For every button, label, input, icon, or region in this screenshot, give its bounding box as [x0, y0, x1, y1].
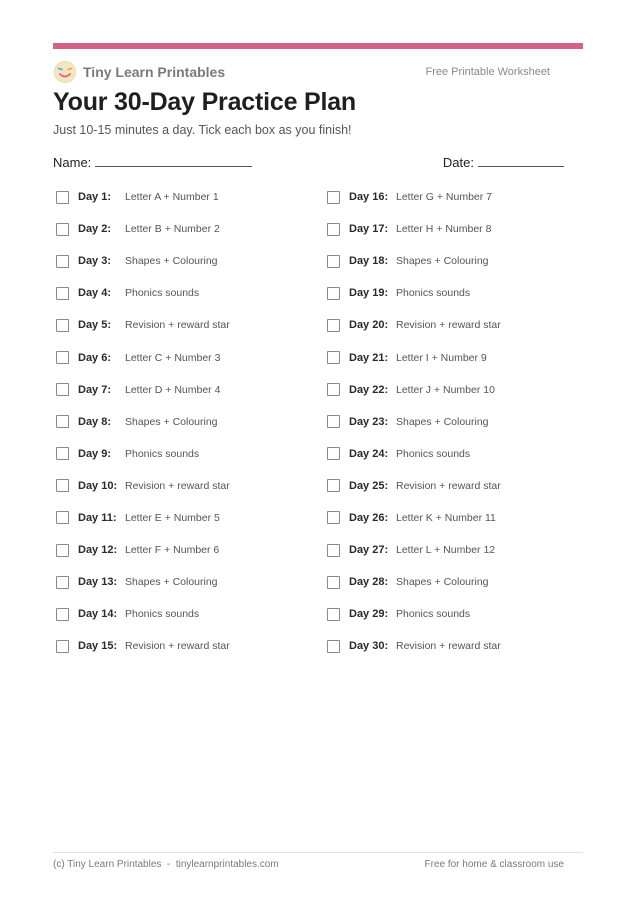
day-row: [56, 630, 316, 662]
day-row: [327, 438, 587, 470]
day-row: [56, 374, 316, 406]
checkbox[interactable]: [327, 415, 340, 428]
day-label: Day 24:: [349, 447, 389, 460]
brand-header: [53, 60, 225, 84]
days-column-right: [327, 181, 587, 662]
day-label: Day 3:: [78, 255, 112, 268]
checkbox[interactable]: [56, 479, 69, 492]
smiley-logo-icon: [53, 60, 77, 84]
day-task: Shapes + Colouring: [396, 255, 489, 268]
day-row: [327, 534, 587, 566]
day-label: Day 1:: [78, 191, 112, 204]
day-row: [56, 406, 316, 438]
day-row: [327, 341, 587, 373]
checkbox[interactable]: [327, 640, 340, 653]
day-task: Letter C + Number 3: [125, 351, 221, 364]
day-task: Phonics sounds: [125, 608, 200, 621]
day-row: [56, 309, 316, 341]
day-row: [56, 341, 316, 373]
day-label: Day 9:: [78, 447, 112, 460]
checkbox[interactable]: [327, 223, 340, 236]
day-label: Day 11:: [78, 511, 117, 524]
checkbox[interactable]: [56, 640, 69, 653]
day-label: Day 13:: [78, 576, 118, 589]
day-task: Letter E + Number 5: [125, 511, 220, 524]
checkbox[interactable]: [327, 479, 340, 492]
day-task: Revision + reward star: [125, 479, 230, 492]
day-row: [56, 245, 316, 277]
day-task: Phonics sounds: [125, 287, 200, 300]
checkbox[interactable]: [56, 447, 69, 460]
checkbox[interactable]: [56, 544, 69, 557]
day-row: [56, 181, 316, 213]
day-task: Letter B + Number 2: [125, 223, 220, 236]
day-task: Revision + reward star: [396, 479, 501, 492]
brand-name: Tiny Learn Printables: [83, 64, 226, 80]
checkbox[interactable]: [56, 255, 69, 268]
checkbox[interactable]: [56, 511, 69, 524]
accent-bar: [53, 43, 583, 49]
day-label: Day 21:: [349, 351, 389, 364]
day-label: Day 20:: [349, 319, 389, 332]
day-row: [327, 245, 587, 277]
checkbox[interactable]: [56, 191, 69, 204]
day-label: Day 30:: [349, 640, 389, 653]
checkbox[interactable]: [327, 351, 340, 364]
day-row: [327, 470, 587, 502]
checkbox[interactable]: [56, 223, 69, 236]
checkbox[interactable]: [327, 383, 340, 396]
day-row: [327, 406, 587, 438]
day-task: Letter J + Number 10: [396, 383, 495, 396]
day-task: Letter A + Number 1: [125, 191, 219, 204]
day-row: [327, 213, 587, 245]
day-row: [56, 566, 316, 598]
day-row: [327, 309, 587, 341]
day-row: [56, 213, 316, 245]
page-subtitle: Just 10-15 minutes a day. Tick each box as you finish!: [53, 123, 352, 137]
day-label: Day 29:: [349, 608, 389, 621]
day-task: Letter F + Number 6: [125, 544, 220, 557]
name-blank-line[interactable]: [95, 156, 252, 167]
day-label: Day 27:: [349, 544, 389, 557]
day-label: Day 19:: [349, 287, 389, 300]
day-label: Day 15:: [78, 640, 118, 653]
page-title: Your 30-Day Practice Plan: [53, 88, 357, 116]
footer-copyright: (c) Tiny Learn Printables - tinylearnprintables.com: [53, 859, 279, 870]
date-label: Date:: [442, 155, 474, 170]
day-task: Shapes + Colouring: [125, 255, 218, 268]
day-task: Phonics sounds: [396, 447, 471, 460]
day-label: Day 8:: [78, 415, 112, 428]
day-label: Day 2:: [78, 223, 112, 236]
checkbox[interactable]: [56, 576, 69, 589]
checkbox[interactable]: [56, 319, 69, 332]
day-task: Revision + reward star: [396, 319, 501, 332]
day-task: Letter D + Number 4: [125, 383, 221, 396]
day-task: Shapes + Colouring: [125, 415, 218, 428]
day-label: Day 6:: [78, 351, 112, 364]
day-label: Day 10:: [78, 479, 118, 492]
footer-divider: [53, 852, 583, 853]
day-row: [327, 374, 587, 406]
day-row: [327, 277, 587, 309]
checkbox[interactable]: [327, 287, 340, 300]
day-task: Letter K + Number 11: [396, 511, 496, 524]
day-task: Phonics sounds: [125, 447, 200, 460]
day-task: Phonics sounds: [396, 608, 471, 621]
day-task: Shapes + Colouring: [125, 576, 218, 589]
checkbox[interactable]: [327, 544, 340, 557]
checkbox[interactable]: [56, 383, 69, 396]
day-label: Day 23:: [349, 415, 389, 428]
day-label: Day 17:: [349, 223, 389, 236]
day-task: Letter H + Number 8: [396, 223, 492, 236]
day-row: [56, 277, 316, 309]
day-label: Day 25:: [349, 479, 389, 492]
day-row: [56, 598, 316, 630]
day-label: Day 5:: [78, 319, 112, 332]
checkbox[interactable]: [327, 576, 340, 589]
checkbox[interactable]: [56, 608, 69, 621]
name-label: Name:: [53, 155, 92, 170]
checkbox[interactable]: [327, 447, 340, 460]
footer-usage-note: Free for home & classroom use: [424, 859, 564, 870]
day-row: [56, 470, 316, 502]
day-label: Day 22:: [349, 383, 389, 396]
date-blank-line[interactable]: [478, 156, 564, 167]
day-row: [56, 534, 316, 566]
day-label: Day 28:: [349, 576, 389, 589]
date-field[interactable]: [443, 155, 564, 170]
day-label: Day 18:: [349, 255, 389, 268]
day-task: Shapes + Colouring: [396, 415, 489, 428]
day-label: Day 26:: [349, 511, 389, 524]
day-row: [56, 438, 316, 470]
day-row: [56, 502, 316, 534]
day-label: Day 14:: [78, 608, 118, 621]
checkbox[interactable]: [327, 319, 340, 332]
checkbox[interactable]: [327, 511, 340, 524]
day-label: Day 4:: [78, 287, 112, 300]
day-task: Letter G + Number 7: [396, 191, 493, 204]
day-task: Letter I + Number 9: [396, 351, 487, 364]
day-task: Revision + reward star: [125, 640, 230, 653]
day-row: [327, 598, 587, 630]
worksheet-tagline: Free Printable Worksheet: [425, 66, 550, 78]
day-task: Phonics sounds: [396, 287, 471, 300]
day-task: Shapes + Colouring: [396, 576, 489, 589]
checkbox[interactable]: [327, 191, 340, 204]
day-row: [327, 181, 587, 213]
checkbox[interactable]: [327, 608, 340, 621]
checkbox[interactable]: [56, 415, 69, 428]
day-task: Revision + reward star: [125, 319, 230, 332]
checkbox[interactable]: [327, 255, 340, 268]
day-row: [327, 502, 587, 534]
day-row: [327, 630, 587, 662]
checkbox[interactable]: [56, 351, 69, 364]
checkbox[interactable]: [56, 287, 69, 300]
day-task: Revision + reward star: [396, 640, 501, 653]
name-field[interactable]: [53, 155, 252, 170]
day-row: [327, 566, 587, 598]
days-column-left: [56, 181, 316, 662]
day-task: Letter L + Number 12: [396, 544, 496, 557]
day-label: Day 7:: [78, 383, 112, 396]
day-label: Day 12:: [78, 544, 118, 557]
day-label: Day 16:: [349, 191, 389, 204]
